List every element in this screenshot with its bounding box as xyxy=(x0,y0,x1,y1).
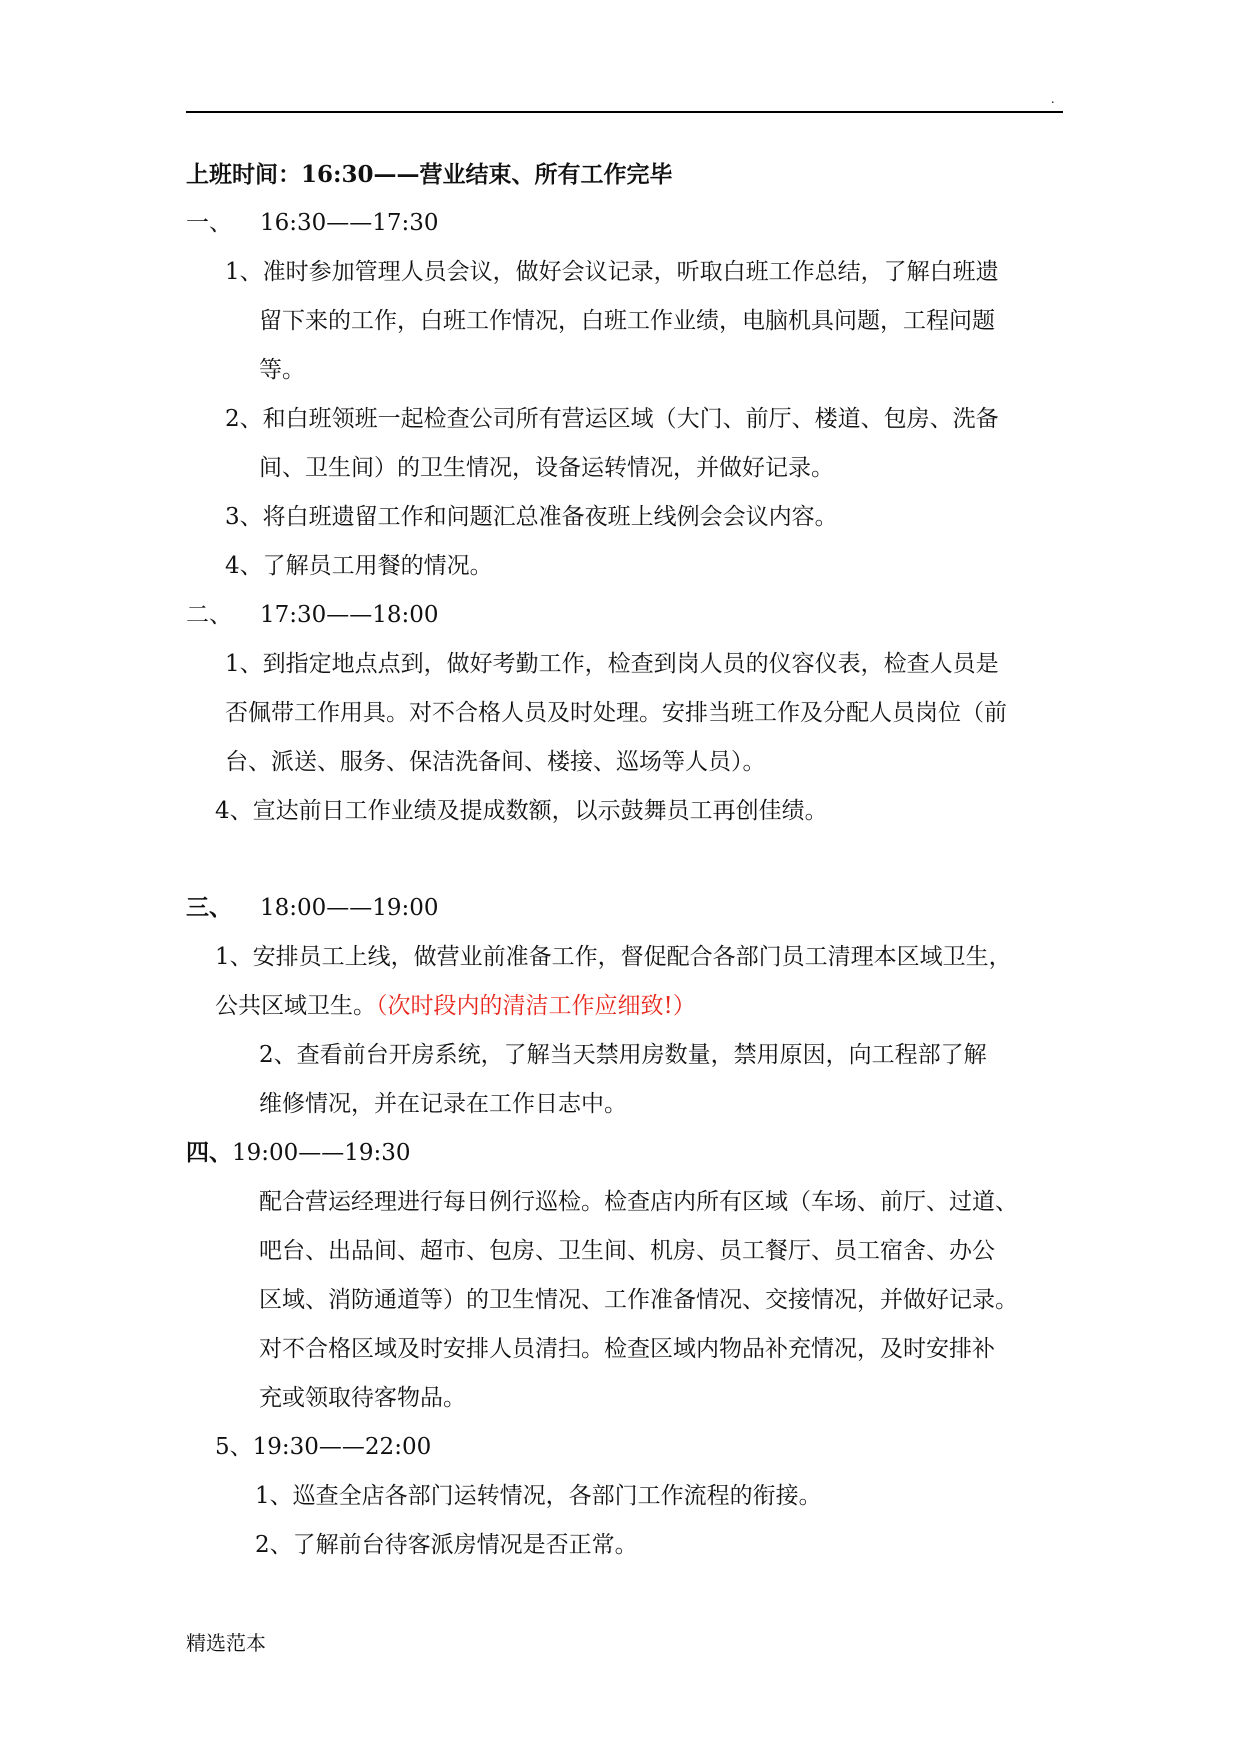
section-1-heading xyxy=(186,208,439,238)
page-title: 上班时间：16:30——营业结束、所有工作完毕 xyxy=(186,161,673,188)
section-number: 四、 xyxy=(186,1139,232,1166)
section-time: 18:00——19:00 xyxy=(260,895,439,921)
section-number: 5、 xyxy=(215,1434,253,1460)
paragraph-line: 2、了解前台待客派房情况是否正常。 xyxy=(255,1532,638,1558)
section-number: 一、 xyxy=(186,210,232,236)
section-number: 三、 xyxy=(186,894,232,921)
paragraph-line: 充或领取待客物品。 xyxy=(259,1385,466,1411)
section-5-heading xyxy=(215,1432,431,1462)
section-4-heading xyxy=(186,1138,411,1168)
paragraph-line: 间、卫生间）的卫生情况，设备运转情况，并做好记录。 xyxy=(259,455,834,481)
paragraph-line: 配合营运经理进行每日例行巡检。检查店内所有区域（车场、前厅、过道、 xyxy=(259,1189,1018,1215)
paragraph-line: 留下来的工作，白班工作情况，白班工作业绩，电脑机具问题，工程问题 xyxy=(259,308,995,334)
paragraph-line: 1、准时参加管理人员会议，做好会议记录，听取白班工作总结，了解白班遗 xyxy=(225,259,999,285)
paragraph-line: 对不合格区域及时安排人员清扫。检查区域内物品补充情况，及时安排补 xyxy=(259,1336,995,1362)
highlight-note: （次时段内的清洁工作应细致!） xyxy=(376,993,696,1019)
paragraph-line: 吧台、出品间、超市、包房、卫生间、机房、员工餐厅、员工宿舍、办公 xyxy=(259,1238,995,1264)
paragraph-line: 维修情况，并在记录在工作日志中。 xyxy=(259,1091,627,1117)
paragraph-line xyxy=(215,991,696,1021)
page-footer: 精选范本 xyxy=(186,1631,266,1655)
paragraph-line: 4、了解员工用餐的情况。 xyxy=(225,553,493,579)
paragraph-text: 公共区域卫生。 xyxy=(215,993,376,1019)
paragraph-line: 等。 xyxy=(259,357,305,383)
paragraph-line: 1、到指定地点点到，做好考勤工作，检查到岗人员的仪容仪表，检查人员是 xyxy=(225,651,999,677)
section-time: 19:00——19:30 xyxy=(232,1140,411,1166)
paragraph-line: 2、查看前台开房系统，了解当天禁用房数量，禁用原因，向工程部了解 xyxy=(259,1042,987,1068)
header-rule xyxy=(186,111,1063,113)
section-2-heading xyxy=(186,600,439,630)
section-time: 17:30——18:00 xyxy=(260,602,439,628)
section-3-heading xyxy=(186,893,439,923)
paragraph-line: 2、和白班领班一起检查公司所有营运区域（大门、前厅、楼道、包房、洗备 xyxy=(225,406,999,432)
paragraph-line: 4、宣达前日工作业绩及提成数额，以示鼓舞员工再创佳绩。 xyxy=(215,798,828,824)
section-time: 19:30——22:00 xyxy=(252,1434,432,1460)
paragraph-line: 否佩带工作用具。对不合格人员及时处理。安排当班工作及分配人员岗位（前 xyxy=(225,700,1007,726)
paragraph-line: 3、将白班遗留工作和问题汇总准备夜班上线例会会议内容。 xyxy=(225,504,838,530)
paragraph-line: 1、安排员工上线，做营业前准备工作，督促配合各部门员工清理本区域卫生， xyxy=(215,944,1012,970)
header-mark: . xyxy=(1051,92,1055,107)
paragraph-line: 区域、消防通道等）的卫生情况、工作准备情况、交接情况，并做好记录。 xyxy=(259,1287,1018,1313)
paragraph-line: 台、派送、服务、保洁洗备间、楼接、巡场等人员）。 xyxy=(225,749,766,775)
paragraph-line: 1、巡查全店各部门运转情况，各部门工作流程的衔接。 xyxy=(255,1483,822,1509)
section-time: 16:30——17:30 xyxy=(260,210,439,236)
section-number: 二、 xyxy=(186,602,232,628)
